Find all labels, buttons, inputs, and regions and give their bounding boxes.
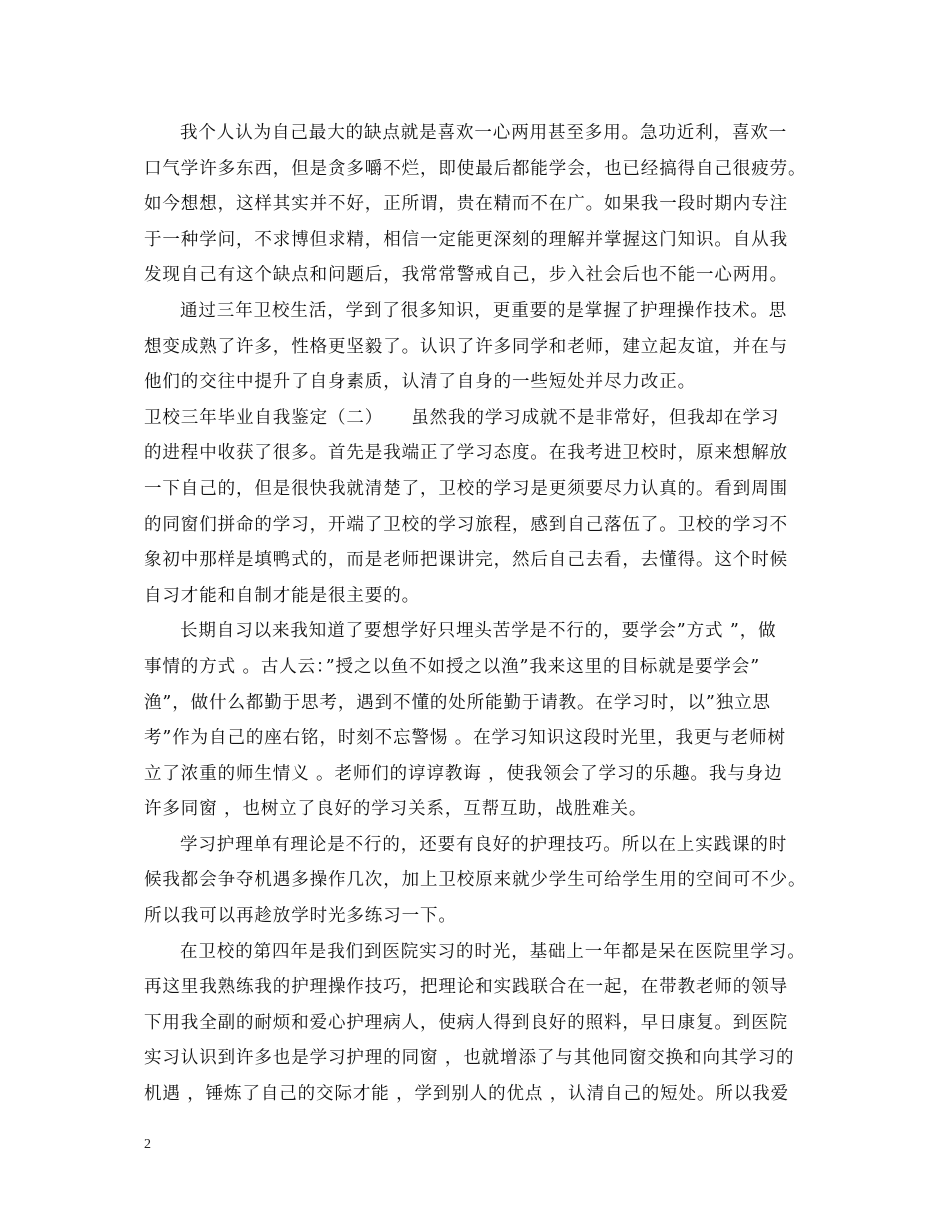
text-line: 他们的交往中提升了自身素质，认清了自身的一些短处并尽力改正。 — [144, 372, 696, 393]
text-line: 再这里我熟练我的护理操作技巧，把理论和实践联合在一起，在带教老师的领导 — [144, 977, 788, 998]
text-line: 象初中那样是填鸭式的，而是老师把课讲完，然后自己去看，去懂得。这个时候 — [144, 550, 788, 571]
text-line: 发现自己有这个缺点和问题后，我常常警戒自己，步入社会后也不能一心两用。 — [144, 265, 788, 286]
text-line: 卫校三年毕业自我鉴定（二） 虽然我的学习成就不是非常好，但我却在学习 — [144, 407, 780, 428]
text-line: 所以我可以再趁放学时光多练习一下。 — [144, 906, 457, 927]
text-line: 立了浓重的师生情义 。老师们的谆谆教诲 ，使我领会了学习的乐趣。我与身边 — [144, 763, 783, 784]
text-line: 考”作为自己的座右铭，时刻不忘警惕 。在学习知识这段时光里，我更与老师树 — [144, 728, 786, 749]
text-line: 在卫校的第四年是我们到医院实习的时光，基础上一年都是呆在医院里学习。 — [180, 941, 806, 962]
text-line: 我个人认为自己最大的缺点就是喜欢一心两用甚至多用。急功近利，喜欢一 — [180, 123, 788, 143]
text-line: 自习才能和自制才能是很主要的。 — [144, 585, 420, 606]
text-line: 的进程中收获了很多。首先是我端正了学习态度。在我考进卫校时，原来想解放 — [144, 443, 788, 464]
text-line: 下用我全副的耐烦和爱心护理病人，使病人得到良好的照料，早日康复。到医院 — [144, 1012, 788, 1033]
text-line: 事情的方式 。古人云：”授之以鱼不如授之以渔”我来这里的目标就是要学会” — [144, 656, 761, 677]
text-line: 通过三年卫校生活，学到了很多知识，更重要的是掌握了护理操作技术。思 — [180, 300, 788, 321]
page-number: 2 — [144, 1137, 151, 1152]
text-line: 许多同窗 ，也树立了良好的学习关系，互帮互助，战胜难关。 — [144, 799, 648, 820]
text-line: 的同窗们拼命的学习，开端了卫校的学习旅程，感到自己落伍了。卫校的学习不 — [144, 514, 788, 535]
text-line: 实习认识到许多也是学习护理的同窗 ，也就增添了与其他同窗交换和向其学习的 — [144, 1048, 795, 1069]
text-line: 长期自习以来我知道了要想学好只埋头苦学是不行的，要学会”方式 ”，做 — [180, 621, 777, 642]
text-line: 于一种学问，不求博但求精，相信一定能更深刻的理解并掌握这门知识。自从我 — [144, 229, 788, 250]
document-body — [144, 116, 820, 1113]
text-line: 渔”，做什么都勤于思考，遇到不懂的处所能勤于请教。在学习时，以”独立思 — [144, 692, 771, 713]
text-line: 候我都会争夺机遇多操作几次，加上卫校原来就少学生可给学生用的空间可不少。 — [144, 870, 807, 891]
text-line: 口气学许多东西，但是贪多嚼不烂，即使最后都能学会，也已经搞得自己很疲劳。 — [144, 158, 807, 179]
text-line: 如今想想，这样其实并不好，正所谓，贵在精而不在广。如果我一段时期内专注 — [144, 194, 788, 215]
text-line: 一下自己的，但是很快我就清楚了，卫校的学习是更须要尽力认真的。看到周围 — [144, 478, 788, 499]
text-line: 学习护理单有理论是不行的，还要有良好的护理技巧。所以在上实践课的时 — [180, 834, 788, 855]
text-line: 想变成熟了许多，性格更坚毅了。认识了许多同学和老师，建立起友谊，并在与 — [144, 336, 788, 357]
text-line: 机遇 ，锤炼了自己的交际才能 ，学到别人的优点 ，认清自己的短处。所以我爱 — [144, 1084, 789, 1105]
